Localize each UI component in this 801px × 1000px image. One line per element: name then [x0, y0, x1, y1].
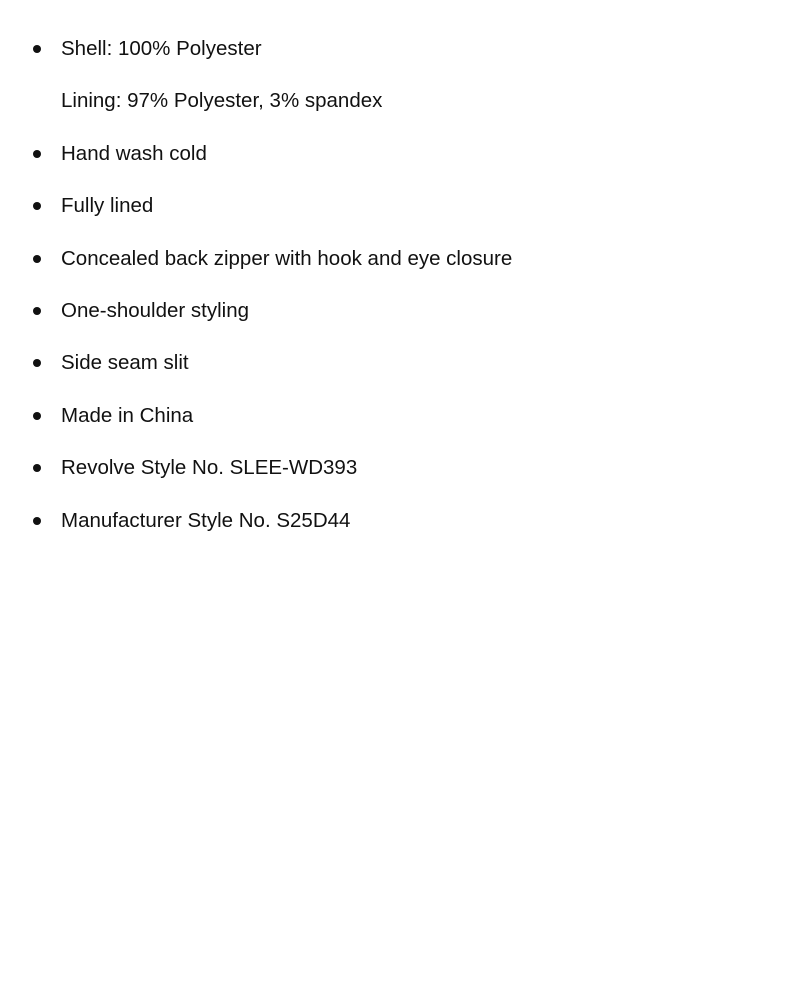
detail-text: Side seam slit [61, 351, 189, 375]
bullet-icon [33, 359, 41, 367]
bullet-icon [33, 150, 41, 158]
bullet-icon [33, 255, 41, 263]
bullet-icon [33, 307, 41, 315]
detail-text: Concealed back zipper with hook and eye closure [61, 246, 513, 270]
bullet-icon [33, 517, 41, 525]
detail-text: Lining: 97% Polyester, 3% spandex [61, 89, 383, 113]
detail-item-lined [0, 188, 801, 240]
detail-item-manufacturer-style [0, 503, 801, 555]
detail-item-slit [0, 345, 801, 397]
detail-item-lining [0, 83, 801, 135]
bullet-icon [33, 45, 41, 53]
product-details-list [0, 31, 801, 555]
detail-item-shell [0, 31, 801, 83]
detail-item-styling [0, 293, 801, 345]
detail-text: Hand wash cold [61, 141, 207, 165]
detail-item-care [0, 136, 801, 188]
detail-text: Made in China [61, 403, 194, 427]
detail-text: Revolve Style No. SLEE-WD393 [61, 456, 358, 480]
detail-text: Manufacturer Style No. S25D44 [61, 508, 351, 532]
bullet-icon [33, 464, 41, 472]
detail-item-closure [0, 241, 801, 293]
bullet-icon [33, 202, 41, 210]
detail-item-origin [0, 398, 801, 450]
detail-text: Shell: 100% Polyester [61, 37, 262, 60]
detail-item-revolve-style [0, 450, 801, 502]
detail-text: One-shoulder styling [61, 298, 250, 322]
detail-text: Fully lined [61, 194, 154, 218]
bullet-icon [33, 412, 41, 420]
